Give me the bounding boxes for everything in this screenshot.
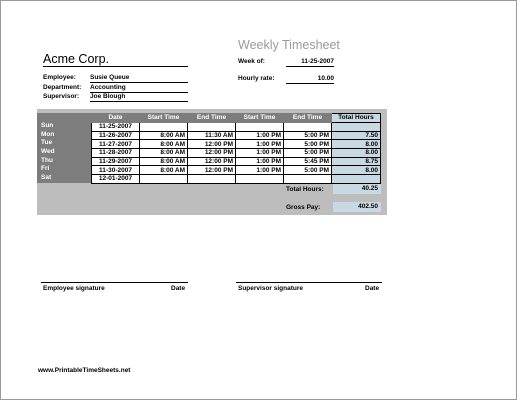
table-row [92,175,381,184]
start-time-cell: 8:00 AM [140,166,188,175]
total-hours-cell: 8.00 [332,166,381,175]
table-row [92,140,381,149]
end-time-cell: 5:00 PM [284,131,332,140]
date-cell: 11-25-2007 [92,123,140,132]
start-time-cell: 8:00 AM [140,157,188,166]
end-time-cell [284,175,332,184]
supervisor-date-label: Date [365,285,380,292]
date-cell: 12-01-2007 [92,175,140,184]
column-header-start-time: Start Time [140,114,188,123]
total-hours-cell [332,175,381,184]
end-time-cell: 12:00 PM [188,140,236,149]
start-time-cell: 8:00 AM [140,131,188,140]
table-row [92,131,381,140]
end-time-cell: 5:00 PM [284,149,332,158]
total-hours-cell [332,123,381,132]
start-time-cell [140,123,188,132]
total-hours-label: Total Hours: [286,186,324,193]
end-time-cell: 5:00 PM [284,140,332,149]
column-header-start-time-2: Start Time [236,114,284,123]
end-time-cell: 5:45 PM [284,157,332,166]
employee-label: Employee: [43,74,76,81]
end-time-cell: 12:00 PM [188,149,236,158]
end-time-cell [188,175,236,184]
start-time-cell: 8:00 AM [140,140,188,149]
total-hours-value: 40.25 [333,184,381,194]
column-header-end-time-2: End Time [284,114,332,123]
day-label: Fri [41,165,50,173]
hourly-rate-label: Hourly rate: [238,75,275,82]
date-cell: 11-30-2007 [92,166,140,175]
gross-pay-value: 402.50 [333,202,381,212]
column-header-date: Date [92,114,140,123]
table-row [92,149,381,158]
end-time-cell [284,123,332,132]
day-label: Tue [41,139,53,147]
table-row [92,166,381,175]
supervisor-value: Joe Blough [90,93,188,102]
end-time-cell: 12:00 PM [188,157,236,166]
end-time-cell: 11:30 AM [188,131,236,140]
day-label: Sun [41,122,54,129]
day-label: Wed [41,148,55,156]
start-time-cell [236,175,284,184]
department-value: Accounting [90,84,188,93]
day-list [41,122,55,183]
start-time-cell [236,123,284,132]
employee-signature-label: Employee signature [43,285,105,292]
date-cell: 11-27-2007 [92,140,140,149]
supervisor-signature-label: Supervisor signature [238,285,304,292]
day-label: Mon [41,130,55,138]
hourly-rate-value: 10.00 [286,75,334,84]
end-time-cell [188,123,236,132]
table-row [92,123,381,132]
total-hours-cell: 8.75 [332,157,381,166]
total-hours-cell: 8.00 [332,140,381,149]
column-header-end-time: End Time [188,114,236,123]
table-row [92,157,381,166]
start-time-cell: 1:00 PM [236,131,284,140]
table-header-row [92,114,381,123]
company-name: Acme Corp. [43,53,188,67]
week-of-value: 11-25-2007 [286,58,334,67]
date-cell: 11-29-2007 [92,157,140,166]
column-header-total-hours: Total Hours [332,114,381,123]
start-time-cell: 1:00 PM [236,157,284,166]
gross-pay-label: Gross Pay: [286,204,321,211]
department-label: Department: [43,84,82,91]
day-label: Sat [41,174,52,182]
employee-value: Susie Queue [90,74,188,83]
supervisor-label: Supervisor: [43,93,80,100]
date-cell: 11-28-2007 [92,149,140,158]
page-title: Weekly Timesheet [238,38,340,52]
week-of-label: Week of: [238,58,265,65]
start-time-cell: 1:00 PM [236,140,284,149]
total-hours-cell: 8.00 [332,149,381,158]
employee-date-label: Date [171,285,186,292]
timesheet-table [91,113,381,184]
start-time-cell [140,175,188,184]
start-time-cell: 1:00 PM [236,166,284,175]
end-time-cell: 12:00 PM [188,166,236,175]
start-time-cell: 8:00 AM [140,149,188,158]
date-cell: 11-26-2007 [92,131,140,140]
total-hours-cell: 7.50 [332,131,381,140]
start-time-cell: 1:00 PM [236,149,284,158]
footer-url: www.PrintableTimeSheets.net [38,367,131,374]
day-label: Thu [41,156,53,164]
end-time-cell: 5:00 PM [284,166,332,175]
